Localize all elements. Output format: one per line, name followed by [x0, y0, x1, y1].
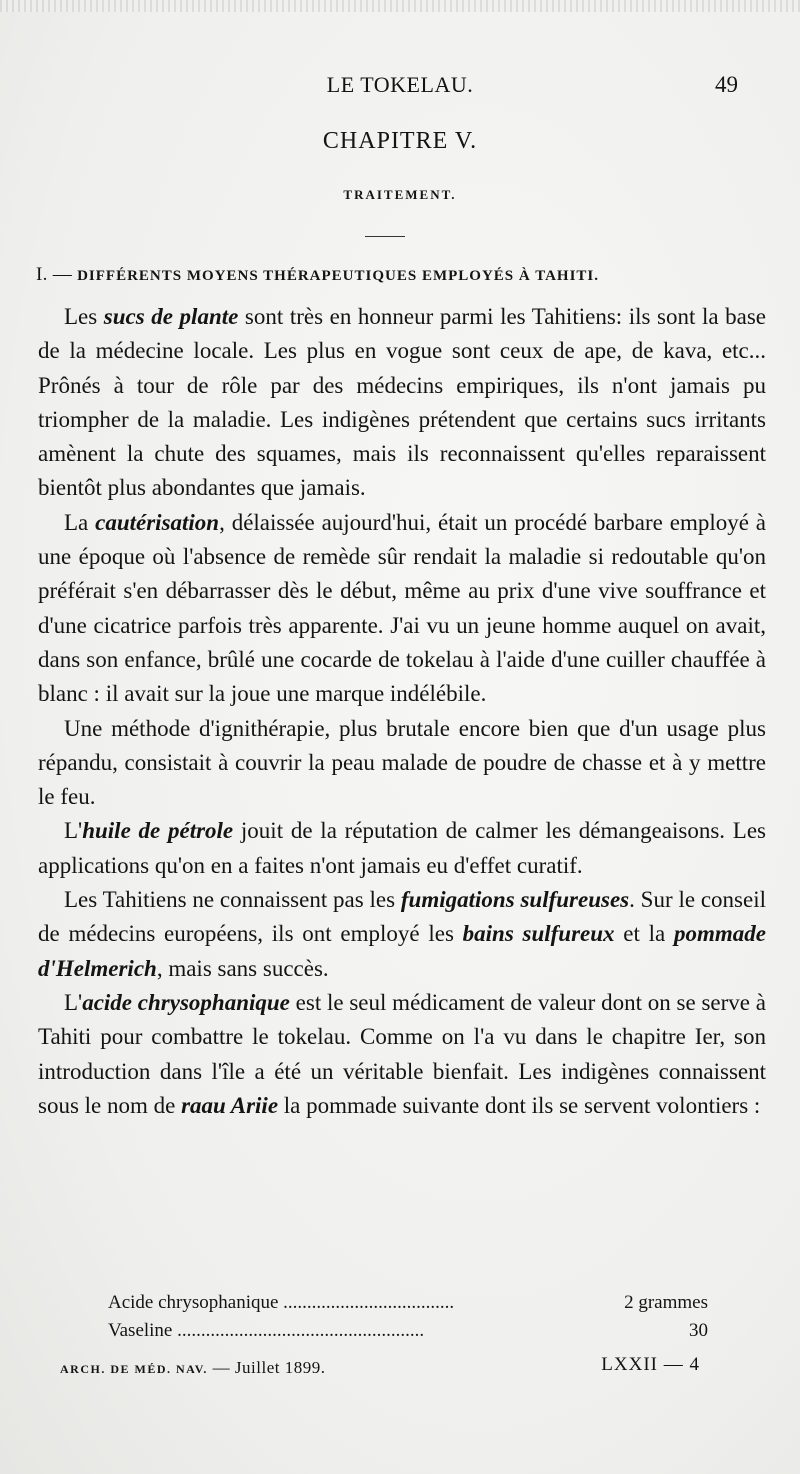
- footer-date: — Juillet 1899.: [212, 1358, 326, 1377]
- paragraph: [38, 883, 766, 986]
- emphasized-term: fumigations sulfureuses: [400, 887, 630, 913]
- body-text: [38, 300, 766, 1123]
- footer-journal: ARCH. DE MÉD. NAV.: [60, 1362, 208, 1376]
- recipe-list: [108, 1289, 708, 1345]
- paragraph-text: Les: [64, 304, 104, 329]
- paragraph-text: , délaissée aujourd'hui, était un procédé barbare employé à une époque où l'absence de remède sûr rendait la maladie si redoutable qu'on préférait s'en débarrasser dès le début, même au prix d'une vive souffrance et d'une cicatrice parfois très apparente. J'ai vu un jeune homme auquel on avait, dans son enfance, brûlé une cocarde de tokelau à l'aide d'une cuiller chauffée à blanc : il avait sur la joue une marque indélébile.: [38, 509, 766, 707]
- page-footer: [60, 1354, 700, 1388]
- ingredient-quantity: 2 grammes: [624, 1292, 708, 1313]
- paragraph-text: et la: [614, 921, 674, 947]
- paragraph-text: La: [64, 509, 96, 535]
- subheading-text: DIFFÉRENTS MOYENS THÉRAPEUTIQUES EMPLOYÉS À TAHITI.: [77, 268, 600, 284]
- footer-citation: [60, 1358, 325, 1378]
- paragraph: [38, 506, 766, 712]
- ingredient-name: Acide chrysophanique ....................................: [108, 1292, 455, 1313]
- emphasized-term: cautérisation: [95, 509, 220, 535]
- ingredient-name: Vaseline ....................................................: [108, 1320, 425, 1341]
- paragraph-text: L': [64, 818, 83, 844]
- section-title: TRAITEMENT.: [343, 187, 457, 202]
- paragraph-text: Les Tahitiens ne connaissent pas les: [64, 887, 401, 913]
- paragraph-text: jouit de la réputation de calmer les démangeaisons. Les applications qu'on en a faites n'ont jamais eu d'effet curatif.: [38, 818, 766, 878]
- paragraph-text: Une méthode d'ignithérapie, plus brutale encore bien que d'un usage plus répandu, consistait à couvrir la peau malade de poudre de chasse et à y mettre le feu.: [38, 715, 766, 810]
- subheading-number: I. —: [36, 264, 73, 285]
- recipe-row: [108, 1317, 708, 1345]
- paragraph: [38, 300, 766, 506]
- chapter-title: CHAPITRE V.: [322, 128, 478, 154]
- paragraph-text: sont très en honneur parmi les Tahitiens: ils sont la base de la médecine locale. Les plus en vogue sont ceux de ape, de kava, etc... Prônés à tour de rôle par des médecins empiriques, ils n'ont jamais pu triompher de la maladie. Les indigènes prétendent que certains sucs irritants amènent la chute des squames, mais ils reconnaissent qu'elles reparaissent bientôt plus abondantes que jamais.: [38, 304, 766, 501]
- paragraph-text: , mais sans succès.: [156, 955, 329, 981]
- paragraph-text: . Sur le conseil de médecins européens, ils ont employé les: [38, 887, 766, 947]
- running-head: [0, 72, 800, 106]
- scan-edge-artifact: [0, 0, 800, 12]
- emphasized-term: acide chrysophanique: [82, 989, 290, 1015]
- subheading: [36, 264, 756, 286]
- paragraph: [38, 986, 766, 1123]
- emphasized-term: huile de pétrole: [82, 818, 234, 844]
- emphasized-term: raau Ariie: [181, 1092, 279, 1118]
- paragraph-text: L': [64, 989, 83, 1015]
- recipe-row: [108, 1289, 708, 1317]
- paragraph: [38, 712, 766, 815]
- ingredient-quantity: 30: [689, 1320, 708, 1341]
- emphasized-term: sucs de plante: [103, 304, 239, 329]
- paragraph: [38, 814, 766, 883]
- running-title: LE TOKELAU.: [326, 72, 474, 97]
- divider-rule: [365, 236, 405, 237]
- signature-mark: LXXII — 4: [601, 1354, 700, 1375]
- paragraph-text: est le seul médicament de valeur dont on se serve à Tahiti pour combattre le tokelau. Comme on l'a vu dans le chapitre Ier, son introduction dans l'île a été un véritable bienfait. Les indigènes connaissent sous le nom de: [38, 989, 766, 1118]
- emphasized-term: pommade d'Helmerich: [38, 921, 766, 981]
- paragraph-text: la pommade suivante dont ils se servent volontiers :: [278, 1092, 761, 1118]
- page-number: 49: [715, 72, 738, 97]
- emphasized-term: bains sulfureux: [462, 921, 615, 947]
